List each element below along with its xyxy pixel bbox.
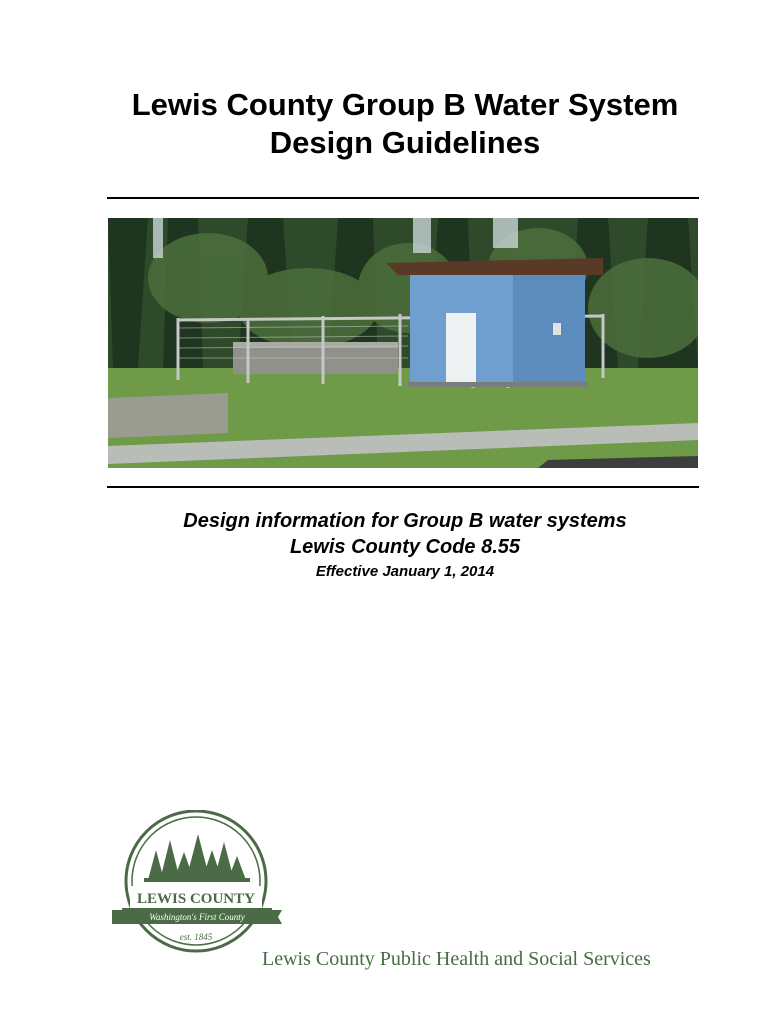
lewis-county-seal-icon (110, 810, 286, 960)
subtitle-line-1: Design information for Group B water systems (183, 510, 627, 532)
title-line-2: Design Guidelines (269, 125, 541, 160)
document-subtitle (60, 508, 750, 560)
pump-house-photo (108, 218, 698, 468)
subtitle-line-2: Lewis County Code 8.55 (289, 536, 521, 558)
bottom-divider (107, 486, 699, 488)
department-name: Lewis County Public Health and Social Services (262, 948, 651, 970)
svg-text:LEWIS COUNTY: LEWIS COUNTY (137, 891, 255, 907)
title-line-1: Lewis County Group B Water System (131, 87, 679, 122)
effective-date: Effective January 1, 2014 (315, 563, 495, 580)
svg-text:est. 1845: est. 1845 (179, 932, 213, 942)
document-title (60, 86, 750, 162)
svg-text:Washington's First County: Washington's First County (149, 912, 245, 922)
top-divider (107, 197, 699, 199)
